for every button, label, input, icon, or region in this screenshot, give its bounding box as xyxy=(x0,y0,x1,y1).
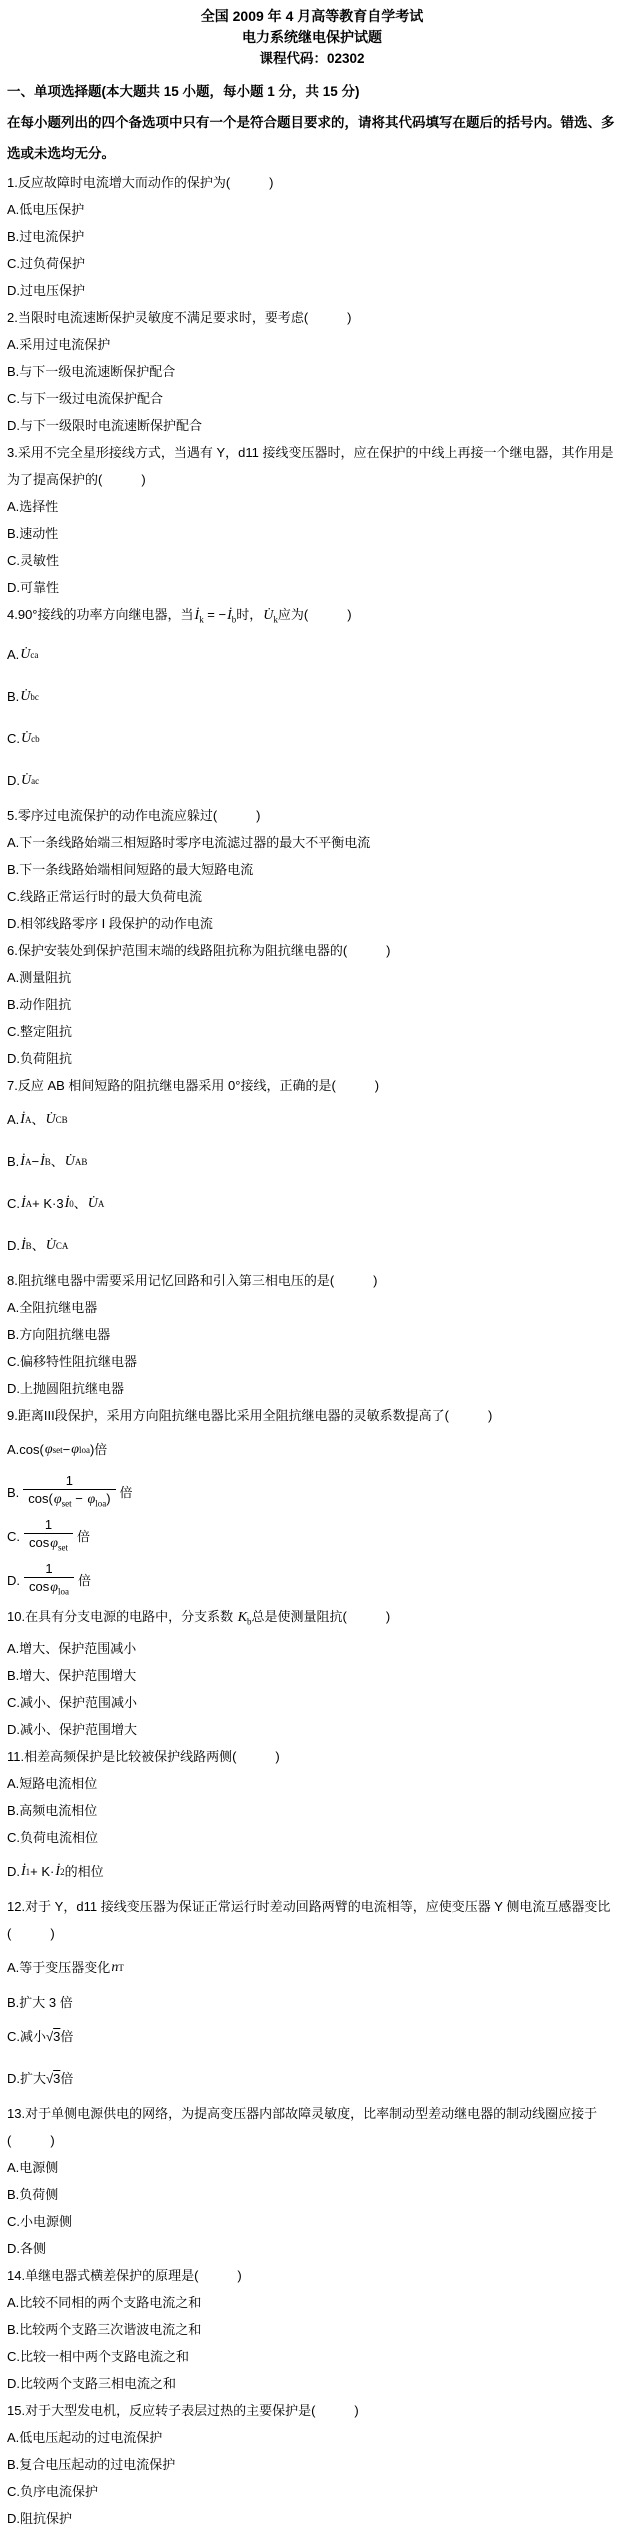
option-row: D. 扩大 √3 倍 xyxy=(7,2058,617,2100)
math-dotted-variable: İ xyxy=(20,1153,25,1169)
option-label: B. xyxy=(7,861,20,877)
option-label: A. xyxy=(7,834,20,850)
math-dotted-variable: U̇ xyxy=(21,772,32,788)
option-label: A. xyxy=(7,2160,20,2176)
option-row: C.减小、保护范围减小 xyxy=(7,1695,138,1711)
question-5 xyxy=(7,802,617,937)
math-dotted-variable: U̇ xyxy=(45,1111,56,1127)
question-stem: 4.90°接线的功率方向继电器，当$İ_k$ = $-İ_b$时，$U̇_k$应为( ) xyxy=(7,607,352,625)
option-label: C. xyxy=(7,391,20,406)
option-label: A. xyxy=(7,646,20,662)
option-label: C. xyxy=(7,888,20,904)
option-label: A. xyxy=(7,1960,20,1976)
option-row: D.各侧 xyxy=(7,2241,47,2257)
option-row: D.阻抗保护 xyxy=(7,2511,73,2527)
option-label: B. xyxy=(7,1668,20,1684)
question-4 xyxy=(7,601,617,802)
question-stem: 3.采用不完全星形接线方式，当遇有 Y，d11 接线变压器时，应在保护的中线上再接一个继电器，其作用是为了提高保护的( ) xyxy=(7,445,614,487)
question-stem: 13.对于单侧电源供电的网络，为提高变压器内部故障灵敏度，比率制动型差动继电器的制动线圈应接于( ) xyxy=(7,2106,598,2149)
option-label: A. xyxy=(7,2295,20,2311)
option-label: B. xyxy=(7,526,20,541)
option-row: A. cos( φ set − φ loa )倍 xyxy=(7,1429,617,1471)
option-label: A. xyxy=(7,1776,20,1792)
option-row: B. U̇ bc xyxy=(7,676,617,718)
option-row: D.比较两个支路三相电流之和 xyxy=(7,2376,177,2392)
option-label: C. xyxy=(7,2214,20,2230)
section-instructions: 在每小题列出的四个备选项中只有一个是符合题目要求的，请将其代码填写在题后的括号内。错选、多选或未选均无分。 xyxy=(7,115,615,161)
question-9 xyxy=(7,1402,617,1603)
question-2 xyxy=(7,304,617,439)
option-row: C. $\frac{1}{\cos\varphi_{set}}$ 倍 xyxy=(7,1515,617,1559)
option-row: A.低电压保护 xyxy=(7,202,85,217)
option-label: C. xyxy=(7,2484,20,2500)
math-fraction: $\frac{1}{\cos\varphi_{set}}$ xyxy=(24,1516,73,1557)
question-10 xyxy=(7,1603,617,1744)
math-dotted-variable: İ xyxy=(20,1111,25,1127)
math-variable: φ xyxy=(44,1441,53,1457)
option-row: D.上抛圆阻抗继电器 xyxy=(7,1380,125,1396)
question-stem: 15.对于大型发电机，反应转子表层过热的主要保护是( ) xyxy=(7,2403,359,2419)
question-7 xyxy=(7,1072,617,1267)
option-row: B.负荷侧 xyxy=(7,2187,59,2203)
option-row: B. İ A − İ B 、 U̇ AB xyxy=(7,1141,617,1183)
option-row: C.线路正常运行时的最大负荷电流 xyxy=(7,888,203,904)
option-label: A. xyxy=(7,2430,20,2446)
question-3 xyxy=(7,439,617,601)
option-label: B. xyxy=(7,688,20,704)
option-row: A.比较不同相的两个支路电流之和 xyxy=(7,2295,202,2311)
option-label: D. xyxy=(7,283,20,298)
math-variable: φ xyxy=(50,1580,58,1596)
option-row: D.相邻线路零序 I 段保护的动作电流 xyxy=(7,915,213,931)
option-row: C.偏移特性阻抗继电器 xyxy=(7,1353,138,1369)
question-stem: 2.当限时电流速断保护灵敏度不满足要求时，要考虑( ) xyxy=(7,310,352,325)
option-row: B.与下一级电流速断保护配合 xyxy=(7,364,176,379)
option-row: B.速动性 xyxy=(7,526,59,541)
question-15 xyxy=(7,2397,617,2532)
option-label: C. xyxy=(7,553,20,568)
option-label: D. xyxy=(7,2376,20,2392)
option-row: A.选择性 xyxy=(7,499,59,514)
option-label: D. xyxy=(7,772,20,788)
option-row: B.复合电压起动的过电流保护 xyxy=(7,2457,176,2473)
option-label: C. xyxy=(7,1353,20,1369)
option-label: A. xyxy=(7,1299,20,1315)
exam-title-line1: 全国 2009 年 4 月高等教育自学考试 xyxy=(200,8,424,24)
math-dotted-variable: İ xyxy=(55,1864,61,1880)
option-label: A. xyxy=(7,202,20,217)
option-row: C.整定阻抗 xyxy=(7,1023,73,1039)
question-stem: 1.反应故障时电流增大而动作的保护为( ) xyxy=(7,175,274,190)
course-code: 课程代码：02302 xyxy=(259,51,365,66)
option-label: C. xyxy=(7,256,20,271)
math-fraction: $\frac{1}{\cos(\varphi_{set} - \varphi_{loa})}$ xyxy=(23,1472,115,1513)
math-dotted-variable: İ xyxy=(40,1153,45,1169)
option-label: B. xyxy=(7,1153,20,1169)
math-dotted-variable: İ xyxy=(227,608,232,623)
option-label: A. xyxy=(7,499,20,514)
option-row: A.全阻抗继电器 xyxy=(7,1299,98,1315)
option-row: A.测量阻抗 xyxy=(7,969,72,985)
option-row: A.下一条线路始端三相短路时零序电流滤过器的最大不平衡电流 xyxy=(7,834,371,850)
math-dotted-variable: U̇ xyxy=(64,1153,75,1169)
option-label: A. xyxy=(7,969,20,985)
option-label: D. xyxy=(7,1050,20,1066)
option-row: B.增大、保护范围增大 xyxy=(7,1668,137,1684)
math-dotted-variable: U̇ xyxy=(87,1195,98,1211)
question-list xyxy=(7,169,617,2532)
math-sqrt: √3 xyxy=(46,2071,61,2087)
question-stem: 14.单继电器式横差保护的原理是( ) xyxy=(7,2268,242,2284)
question-stem: 9.距离III段保护，采用方向阻抗继电器比采用全阻抗继电器的灵敏系数提高了( ) xyxy=(7,1407,493,1423)
option-label: C. xyxy=(7,730,20,746)
question-8 xyxy=(7,1267,617,1402)
option-row: D.过电压保护 xyxy=(7,283,86,298)
question-11 xyxy=(7,1743,617,1893)
option-row: A.采用过电流保护 xyxy=(7,337,111,352)
option-row: A. İ A 、 U̇ CB xyxy=(7,1099,617,1141)
question-6 xyxy=(7,937,617,1072)
section-title: 一、单项选择题(本大题共 15 小题，每小题 1 分，共 15 分) xyxy=(7,84,360,99)
option-row: D.可靠性 xyxy=(7,580,60,595)
option-label: B. xyxy=(7,2187,20,2203)
question-stem: 5.零序过电流保护的动作电流应躲过( ) xyxy=(7,807,261,823)
option-row: C.灵敏性 xyxy=(7,553,60,568)
math-fraction: $\frac{1}{\cos\varphi_{loa}}$ xyxy=(24,1560,74,1601)
option-row: A.电源侧 xyxy=(7,2160,59,2176)
option-label: C. xyxy=(7,1195,20,1211)
option-row: C.负序电流保护 xyxy=(7,2484,99,2500)
option-row: B.比较两个支路三次谐波电流之和 xyxy=(7,2322,202,2338)
option-label: C. xyxy=(7,2349,20,2365)
option-label: B. xyxy=(7,1995,20,2011)
option-label: B. xyxy=(7,2322,20,2338)
option-row: B.过电流保护 xyxy=(7,229,85,244)
option-row: A. U̇ ca xyxy=(7,634,617,676)
option-row: B.扩大 3 倍 xyxy=(7,1995,73,2011)
option-label: D. xyxy=(7,418,20,433)
math-dotted-variable: U̇ xyxy=(21,730,32,746)
option-row: A.短路电流相位 xyxy=(7,1776,98,1792)
math-variable: K xyxy=(237,1609,248,1625)
option-label: D. xyxy=(7,2241,20,2257)
option-label: D. xyxy=(7,1722,20,1738)
math-dotted-variable: U̇ xyxy=(20,688,31,704)
option-row: C. İ A + K·3 İ 0 、 U̇ A xyxy=(7,1183,617,1225)
math-dotted-variable: U̇ xyxy=(45,1237,56,1253)
option-label: C. xyxy=(7,2029,20,2045)
question-stem: 10.在具有分支电源的电路中，分支系数 $K_b$总是使测量阻抗( ) xyxy=(7,1608,391,1627)
question-12 xyxy=(7,1893,617,2100)
option-row: C. 减小 √3 倍 xyxy=(7,2016,617,2058)
option-row: B.方向阻抗继电器 xyxy=(7,1326,111,1342)
option-row: B.下一条线路始端相间短路的最大短路电流 xyxy=(7,861,254,877)
option-label: B. xyxy=(7,1484,20,1500)
option-label: B. xyxy=(7,1326,20,1342)
option-label: D. xyxy=(7,1572,20,1588)
option-row: D.减小、保护范围增大 xyxy=(7,1722,138,1738)
option-row: C.与下一级过电流保护配合 xyxy=(7,391,164,406)
option-label: B. xyxy=(7,996,20,1012)
question-stem: 7.反应 AB 相间短路的阻抗继电器采用 0°接线，正确的是( ) xyxy=(7,1077,380,1093)
option-row: D. U̇ ac xyxy=(7,760,617,802)
option-row: B.动作阻抗 xyxy=(7,996,72,1012)
option-label: C. xyxy=(7,1695,20,1711)
option-row: C.比较一相中两个支路电流之和 xyxy=(7,2349,190,2365)
math-dotted-variable: İ xyxy=(64,1195,70,1211)
option-row: C.小电源侧 xyxy=(7,2214,73,2230)
math-variable: φ xyxy=(87,1492,96,1508)
option-label: D. xyxy=(7,915,20,931)
question-stem: 12.对于 Y，d11 接线变压器为保证正常运行时差动回路两臂的电流相等，应使变压器 Y 侧电流互感器变比( ) xyxy=(7,1899,611,1942)
question-stem: 11.相差高频保护是比较被保护线路两侧( ) xyxy=(7,1749,280,1765)
option-label: B. xyxy=(7,1803,20,1819)
math-dotted-variable: İ xyxy=(21,1195,26,1211)
option-row: D. İ 1 + K· İ 2 的相位 xyxy=(7,1851,617,1893)
option-label: D. xyxy=(7,580,20,595)
math-dotted-variable: U̇ xyxy=(263,608,274,623)
math-variable: φ xyxy=(50,1536,58,1552)
option-row: D. $\frac{1}{\cos\varphi_{loa}}$ 倍 xyxy=(7,1559,617,1603)
option-row: A.增大、保护范围减小 xyxy=(7,1641,137,1657)
option-row: D.与下一级限时电流速断保护配合 xyxy=(7,418,203,433)
exam-header xyxy=(7,6,617,69)
math-dotted-variable: İ xyxy=(194,608,200,623)
math-variable: n xyxy=(111,1960,119,1976)
question-1 xyxy=(7,169,617,304)
option-row: C. U̇ cb xyxy=(7,718,617,760)
exam-title-line2: 电力系统继电保护试题 xyxy=(242,29,382,45)
option-row: B.高频电流相位 xyxy=(7,1803,98,1819)
option-row: C.负荷电流相位 xyxy=(7,1830,99,1846)
option-row: A. 等于变压器变化 n T xyxy=(7,1947,617,1989)
option-label: D. xyxy=(7,1380,20,1396)
question-stem: 6.保护安装处到保护范围末端的线路阻抗称为阻抗继电器的( ) xyxy=(7,942,391,958)
math-dotted-variable: İ xyxy=(21,1864,26,1880)
option-row: D.负荷阻抗 xyxy=(7,1050,73,1066)
option-label: C. xyxy=(7,1830,20,1846)
math-dotted-variable: U̇ xyxy=(20,646,31,662)
math-sqrt: √3 xyxy=(46,2029,61,2045)
option-label: D. xyxy=(7,1864,20,1880)
question-14 xyxy=(7,2262,617,2397)
option-label: B. xyxy=(7,2457,20,2473)
option-label: C. xyxy=(7,1023,20,1039)
question-13 xyxy=(7,2100,617,2262)
option-row: C.过负荷保护 xyxy=(7,256,86,271)
option-label: B. xyxy=(7,364,20,379)
question-stem: 8.阻抗继电器中需要采用记忆回路和引入第三相电压的是( ) xyxy=(7,1272,378,1288)
math-variable: φ xyxy=(53,1492,62,1508)
option-label: B. xyxy=(7,229,20,244)
option-label: A. xyxy=(7,1441,20,1457)
option-row: B. $\frac{1}{\cos(\varphi_{set} - \varphi_{loa})}$ 倍 xyxy=(7,1471,617,1515)
option-row: D. İ B 、 U̇ CA xyxy=(7,1225,617,1267)
option-label: C. xyxy=(7,1528,20,1544)
option-label: D. xyxy=(7,1237,20,1253)
option-label: D. xyxy=(7,2071,20,2087)
option-label: A. xyxy=(7,1111,20,1127)
option-label: A. xyxy=(7,1641,20,1657)
math-dotted-variable: İ xyxy=(21,1237,26,1253)
option-label: A. xyxy=(7,337,20,352)
math-variable: φ xyxy=(71,1441,79,1457)
option-label: D. xyxy=(7,2511,20,2527)
option-row: A.低电压起动的过电流保护 xyxy=(7,2430,163,2446)
